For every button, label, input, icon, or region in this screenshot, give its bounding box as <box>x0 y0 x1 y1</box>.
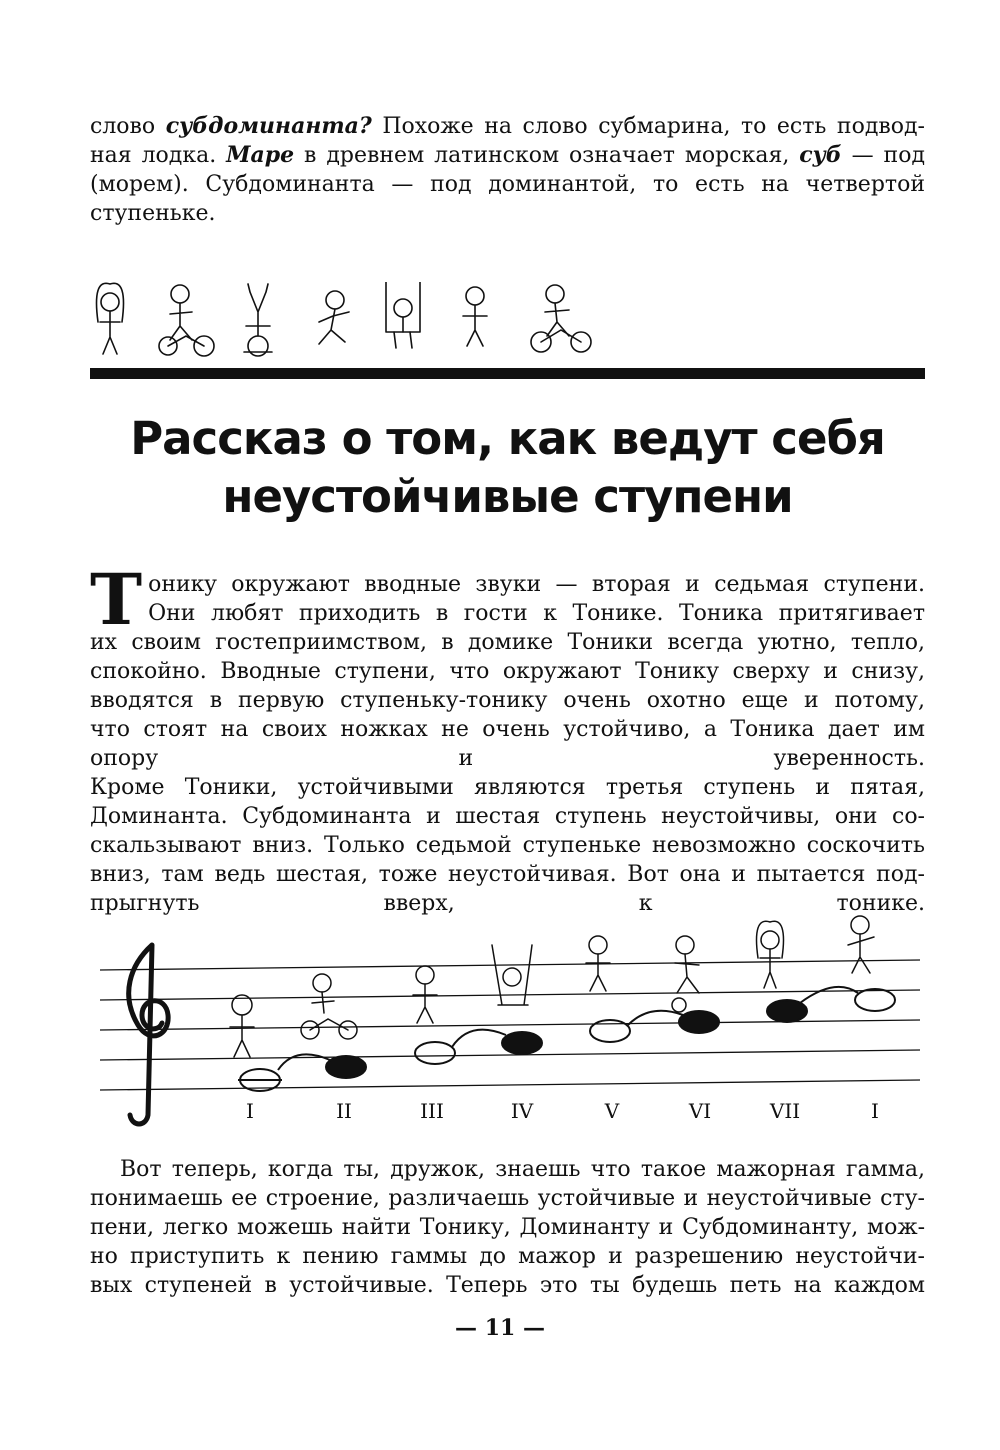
degree-label: IV <box>510 1099 534 1123</box>
kids-illustration-row <box>90 282 610 364</box>
heading-line-1: Рассказ о том, как ведут себя <box>130 412 885 465</box>
closing-paragraph <box>90 1155 925 1300</box>
kid-bicycle-icon <box>159 285 214 356</box>
kid-bicycle-icon-2 <box>531 285 591 352</box>
intro-line-3: (морем). Субдоминанта — под доминантой, то есть на четвертой <box>90 172 925 197</box>
term-sub: суб <box>799 142 842 168</box>
story-line: вводятся в первую ступеньку-тонику очень охотно еще и потому, <box>90 688 925 713</box>
note-degree-6 <box>679 1011 719 1033</box>
kid-jump-rope-icon-2 <box>757 921 784 988</box>
kid-running-icon <box>319 291 349 344</box>
degree-label: II <box>336 1099 352 1123</box>
degree-label: VI <box>688 1099 712 1123</box>
kid-swing-icon <box>386 282 420 348</box>
kid-handstand-icon <box>244 284 272 356</box>
closing-line: понимаешь ее строение, различаешь устойчивые и неустойчивые сту- <box>90 1186 925 1211</box>
story-line: Доминанта. Субдоминанта и шестая ступень неустойчивы, они со- <box>90 804 925 829</box>
degree-label: I <box>871 1099 879 1123</box>
section-heading <box>90 410 925 526</box>
story-line: их своим гостеприимством, в домике Тоники всегда уютно, тепло, <box>90 630 925 655</box>
kid-with-flowers-icon <box>413 966 437 1023</box>
intro-line-1: слово субдоминанта? Похоже на слово субмарина, то есть подвод- <box>90 113 925 139</box>
degree-label: III <box>420 1099 444 1123</box>
note-degree-8 <box>855 989 895 1011</box>
kid-with-ball-icon <box>672 936 699 1012</box>
section-divider <box>90 368 925 379</box>
story-paragraph <box>90 558 925 918</box>
kid-jump-rope-icon <box>97 283 124 354</box>
kid-jumping-icon <box>586 936 610 991</box>
intro-line-4: ступеньке. <box>90 201 216 226</box>
kid-on-bicycle-icon <box>301 974 357 1039</box>
term-subdominant: субдоминанта? <box>165 113 372 139</box>
note-degree-3 <box>415 1042 455 1064</box>
story-line: спокойно. Вводные ступени, что окружают Тонику сверху и снизу, <box>90 659 925 684</box>
story-line: опору и уверенность. <box>90 746 925 771</box>
degree-label: V <box>604 1099 620 1123</box>
intro-line-2: ная лодка. Маре в древнем латинском означает морская, суб — под <box>90 142 925 168</box>
kid-standing-icon <box>463 287 487 346</box>
story-line: прыгнуть вверх, к тонике. <box>90 891 925 916</box>
note-degree-4 <box>502 1032 542 1054</box>
closing-line: но приступить к пению гаммы до мажор и разрешению неустойчи- <box>90 1244 925 1269</box>
degree-label: VII <box>769 1099 801 1123</box>
closing-line: вых ступеней в устойчивые. Теперь это ты будешь петь на каждом <box>90 1273 925 1298</box>
scale-staff-illustration <box>90 905 925 1135</box>
story-line: что стоят на своих ножках не очень устойчиво, а Тоника дает им <box>90 717 925 742</box>
drop-cap: Т <box>90 558 143 641</box>
kid-on-tonic-icon <box>230 995 254 1057</box>
story-line: скальзывают вниз. Только седьмой ступеньке невозможно соскочить <box>90 833 925 858</box>
page-number: — 11 — <box>455 1315 545 1341</box>
degree-label: I <box>246 1099 254 1123</box>
story-line: вниз, там ведь шестая, тоже неустойчивая. Вот она и пытается под- <box>90 862 925 887</box>
term-mare: Маре <box>226 142 295 168</box>
heading-line-2: неустойчивые ступени <box>222 470 793 523</box>
note-degree-2 <box>326 1056 366 1078</box>
story-line: оникy окружают вводные звуки — вторая и седьмая ступени. <box>148 572 925 597</box>
kid-waving-icon <box>848 916 874 973</box>
closing-line: Вот теперь, когда ты, дружок, знаешь что такое мажорная гамма, <box>120 1157 925 1182</box>
closing-line: пени, легко можешь найти Тонику, Доминанту и Субдоминанту, мож- <box>90 1215 925 1240</box>
story-line: Кроме Тоники, устойчивыми являются третья ступень и пятая, <box>90 775 925 800</box>
intro-paragraph <box>90 112 925 228</box>
story-line: Они любят приходить в гости к Тонике. Тоника притягивает <box>148 601 925 626</box>
treble-clef-icon <box>129 945 168 1124</box>
kid-on-swing-icon <box>492 945 532 1005</box>
